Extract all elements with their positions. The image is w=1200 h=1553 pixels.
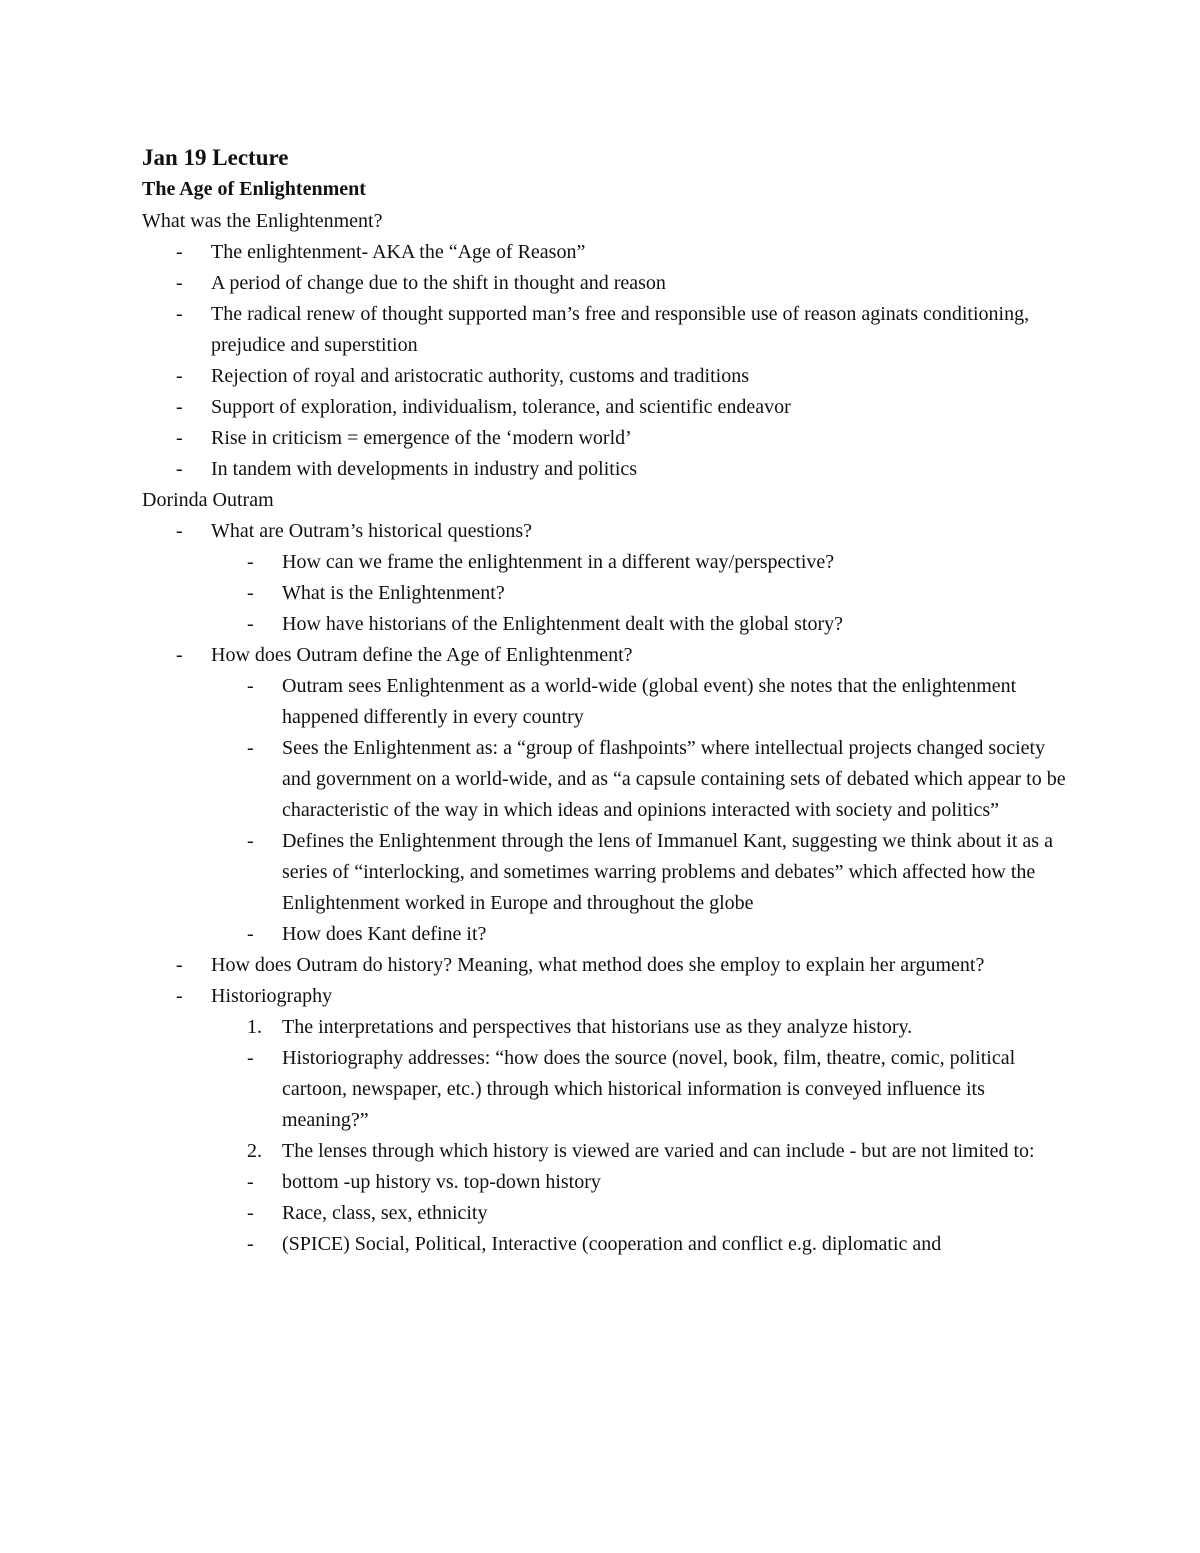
list-item: - How does Outram define the Age of Enlightenment? — [142, 640, 1072, 671]
list-marker: 1. — [247, 1016, 262, 1038]
sub-list-item: - Sees the Enlightenment as: a “group of flashpoints” where intellectual projects changed society and government on a world-wide, and as “a capsule containing sets of debated which appear to be characteristic of the way in which ideas and opinions interacted with society and politics” — [142, 733, 1072, 826]
sub-list-item: - How have historians of the Enlightenment dealt with the global story? — [142, 609, 1072, 640]
sub-list-item: - How can we frame the enlightenment in a different way/perspective? — [142, 547, 1072, 578]
list-item: - What are Outram’s historical questions? — [142, 516, 1072, 547]
sub-list-item: - Historiography addresses: “how does the source (novel, book, film, theatre, comic, political cartoon, newspaper, etc.) through which historical information is conveyed influence its meaning?” — [142, 1043, 1072, 1136]
sub-list-item: 1. The interpretations and perspectives that historians use as they analyze history. — [142, 1012, 1072, 1043]
question-intro: What was the Enlightenment? — [142, 210, 383, 232]
dash-marker: - — [247, 923, 254, 945]
list-item: - Support of exploration, individualism, tolerance, and scientific endeavor — [142, 392, 1072, 423]
list-item: - Rejection of royal and aristocratic authority, customs and traditions — [142, 361, 1072, 392]
list-marker: - — [247, 1233, 254, 1255]
sub-list-item: - Defines the Enlightenment through the lens of Immanuel Kant, suggesting we think about it as a series of “interlocking, and sometimes warring problems and debates” which affected how the Enlightenment worked in Europe and throughout the globe — [142, 826, 1072, 919]
dash-marker: - — [176, 954, 183, 976]
dash-marker: - — [176, 644, 183, 666]
dash-marker: - — [247, 737, 254, 759]
dash-marker: - — [247, 551, 254, 573]
dash-marker: - — [247, 613, 254, 635]
list-item: - Historiography — [142, 981, 1072, 1012]
page-title: Jan 19 Lecture — [142, 145, 289, 170]
dash-marker: - — [247, 675, 254, 697]
list-item: - A period of change due to the shift in thought and reason — [142, 268, 1072, 299]
section-heading: The Age of Enlightenment — [142, 178, 366, 200]
dash-marker: - — [176, 303, 183, 325]
dash-marker: - — [176, 241, 183, 263]
sub-list-item: - bottom -up history vs. top-down history — [142, 1167, 1072, 1198]
author-heading: Dorinda Outram — [142, 489, 274, 511]
list-marker: - — [247, 1202, 254, 1224]
sub-list-item: - What is the Enlightenment? — [142, 578, 1072, 609]
dash-marker: - — [176, 458, 183, 480]
dash-marker: - — [176, 365, 183, 387]
dash-marker: - — [247, 582, 254, 604]
dash-marker: - — [176, 396, 183, 418]
sub-list-item: - How does Kant define it? — [142, 919, 1072, 950]
dash-marker: - — [176, 272, 183, 294]
list-item: - In tandem with developments in industry and politics — [142, 454, 1072, 485]
list-marker: - — [247, 1047, 254, 1069]
document-page — [142, 142, 1072, 1260]
sub-list-item: - Outram sees Enlightenment as a world-wide (global event) she notes that the enlightenment happened differently in every country — [142, 671, 1072, 733]
sub-list-item: - Race, class, sex, ethnicity — [142, 1198, 1072, 1229]
list-item: - The radical renew of thought supported man’s free and responsible use of reason aginats conditioning, prejudice and superstition — [142, 299, 1072, 361]
dash-marker: - — [176, 985, 183, 1007]
sub-list-item: 2. The lenses through which history is viewed are varied and can include - but are not limited to: — [142, 1136, 1072, 1167]
sub-list-item: - (SPICE) Social, Political, Interactive (cooperation and conflict e.g. diplomatic and — [142, 1229, 1072, 1260]
list-item: - Rise in criticism = emergence of the ‘modern world’ — [142, 423, 1072, 454]
list-item: - The enlightenment- AKA the “Age of Reason” — [142, 237, 1072, 268]
list-marker: - — [247, 1171, 254, 1193]
list-marker: 2. — [247, 1140, 262, 1162]
dash-marker: - — [176, 520, 183, 542]
dash-marker: - — [176, 427, 183, 449]
dash-marker: - — [247, 830, 254, 852]
list-item: - How does Outram do history? Meaning, what method does she employ to explain her argument? — [142, 950, 1072, 981]
